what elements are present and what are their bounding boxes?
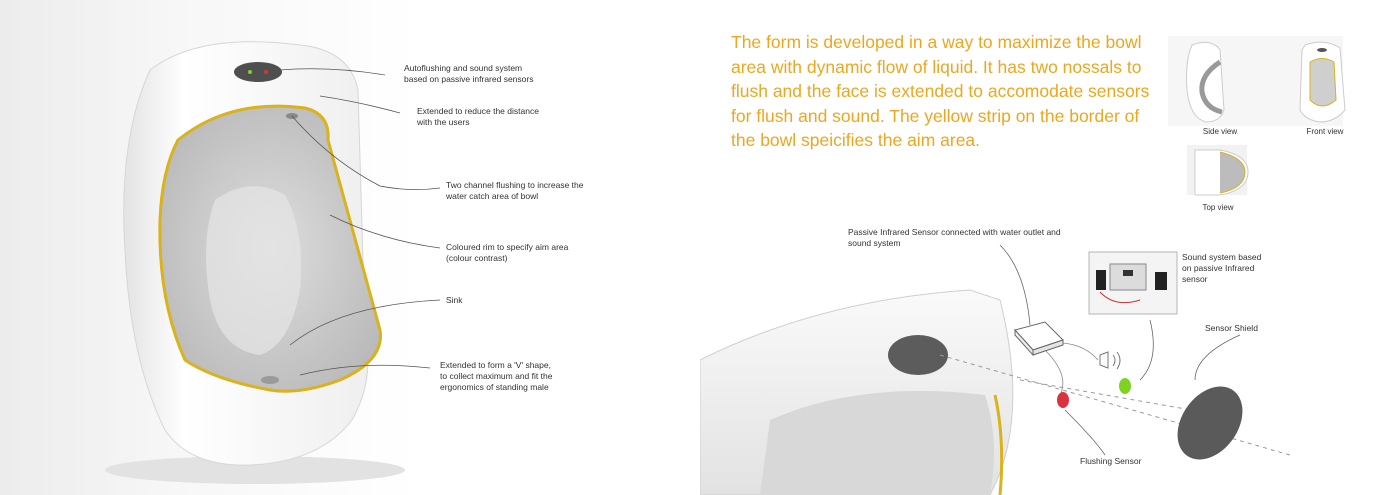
sound-system-photo — [1089, 252, 1177, 314]
top-view-thumb — [1187, 145, 1248, 195]
sound-sensor-led — [1119, 378, 1131, 394]
flushing-sensor-led — [1057, 392, 1069, 408]
callout-sink: Sink — [446, 295, 463, 305]
red-led-icon — [264, 70, 268, 74]
caption-top-view: Top view — [1202, 203, 1234, 212]
speaker-icon — [1100, 352, 1120, 369]
design-description: The form is developed in a way to maximize the bowl area with dynamic flow of liquid. It has two nossals to flush and the face is extended to accomodate sensors for flush and sound. The yellow strip on the border of the bowl speicifies the aim area. — [731, 32, 1150, 150]
label-sensor-shield: Sensor Shield — [1205, 323, 1258, 333]
wires — [1045, 343, 1098, 395]
front-view-thumb — [1300, 42, 1345, 122]
label-pir-sensor: Passive Infrared Sensor connected with water outlet and sound system — [848, 227, 1061, 248]
callout-two-channel: Two channel flushing to increase the water catch area of bowl — [446, 180, 584, 201]
side-view-thumb — [1187, 42, 1224, 122]
pir-sensor-box — [1015, 322, 1063, 355]
label-sound-system: Sound system based on passive Infrared sensor — [1182, 252, 1262, 284]
caption-front-view: Front view — [1306, 127, 1344, 136]
label-flushing-sensor: Flushing Sensor — [1080, 456, 1142, 466]
callout-autoflush: Autoflushing and sound system based on passive infrared sensors — [404, 63, 534, 84]
callout-extended-distance: Extended to reduce the distance with the users — [417, 106, 539, 127]
callout-coloured-rim: Coloured rim to specify aim area (colour contrast) — [446, 242, 569, 263]
sink-drain — [261, 376, 279, 384]
sensor-shield-disc — [1164, 374, 1256, 472]
callout-v-shape: Extended to form a 'V' shape, to collect maximum and fit the ergonomics of standing male — [440, 360, 553, 392]
green-led-icon — [248, 70, 252, 74]
caption-side-view: Side view — [1202, 127, 1238, 136]
sensor-opening — [888, 335, 948, 375]
sensor-pad — [234, 62, 282, 82]
